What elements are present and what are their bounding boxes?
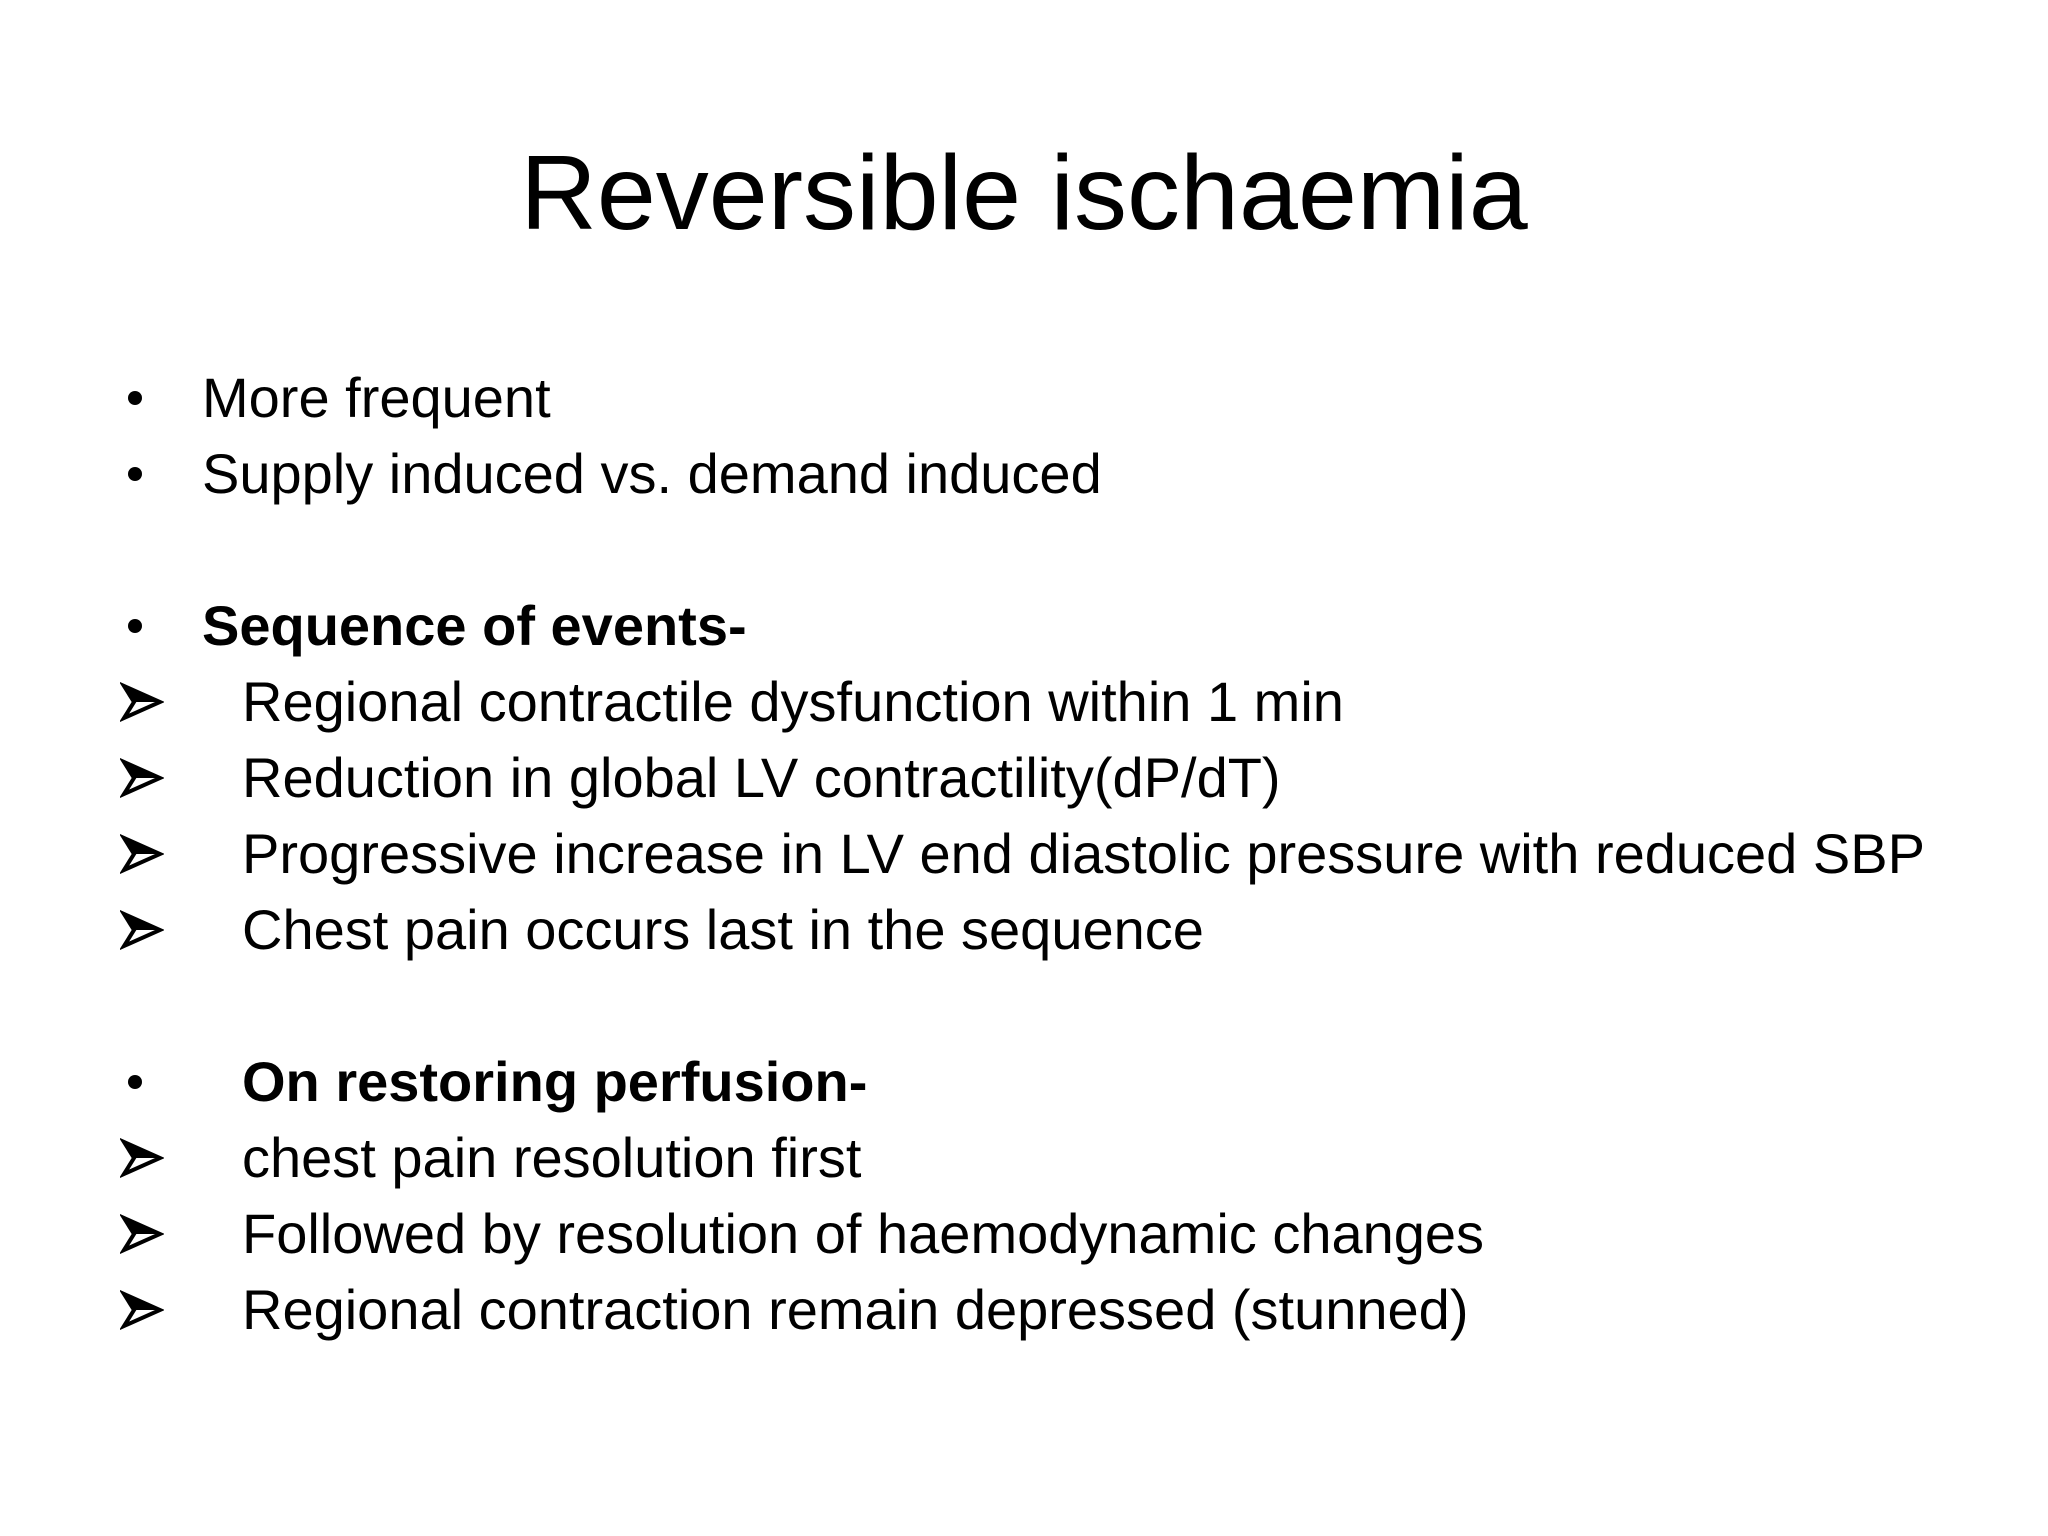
list-item <box>0 360 2048 436</box>
list-item-text: Supply induced vs. demand induced <box>202 442 1102 505</box>
arrow-bullet-icon <box>120 740 180 816</box>
arrow-bullet-icon <box>120 1120 180 1196</box>
arrow-bullet-icon <box>120 1196 180 1272</box>
list-item <box>0 1120 2048 1196</box>
bullet-dot-icon <box>120 360 180 436</box>
list-item-text: More frequent <box>202 366 551 429</box>
arrow-bullet-icon <box>120 1272 180 1348</box>
list-item <box>0 436 2048 512</box>
bullet-dot-icon <box>120 436 180 512</box>
slide-title: Reversible ischaemia <box>520 134 1528 252</box>
list-item-text: Followed by resolution of haemodynamic changes <box>242 1202 1485 1265</box>
arrow-bullet-icon <box>120 664 180 740</box>
list-item <box>0 740 2048 816</box>
list-item <box>0 816 2048 892</box>
list-item-text: Regional contractile dysfunction within 1 min <box>242 670 1344 733</box>
list-item-text: Reduction in global LV contractility(dP/dT) <box>242 746 1281 809</box>
list-item-text: Regional contraction remain depressed (stunned) <box>242 1278 1469 1341</box>
section-heading-restoring: On restoring perfusion- <box>242 1050 868 1113</box>
list-item-text: Chest pain occurs last in the sequence <box>242 898 1204 961</box>
list-item <box>0 588 2048 664</box>
list-item <box>0 892 2048 968</box>
list-item <box>0 664 2048 740</box>
list-item <box>0 1272 2048 1348</box>
arrow-bullet-icon <box>120 816 180 892</box>
list-item <box>0 1044 2048 1120</box>
section-heading-sequence: Sequence of events- <box>202 594 747 657</box>
bullet-dot-icon <box>120 1044 180 1120</box>
bullet-dot-icon <box>120 588 180 664</box>
arrow-bullet-icon <box>120 892 180 968</box>
list-item-text: Progressive increase in LV end diastolic pressure with reduced SBP <box>242 822 1925 885</box>
list-item-text: chest pain resolution first <box>242 1126 862 1189</box>
list-item <box>0 1196 2048 1272</box>
